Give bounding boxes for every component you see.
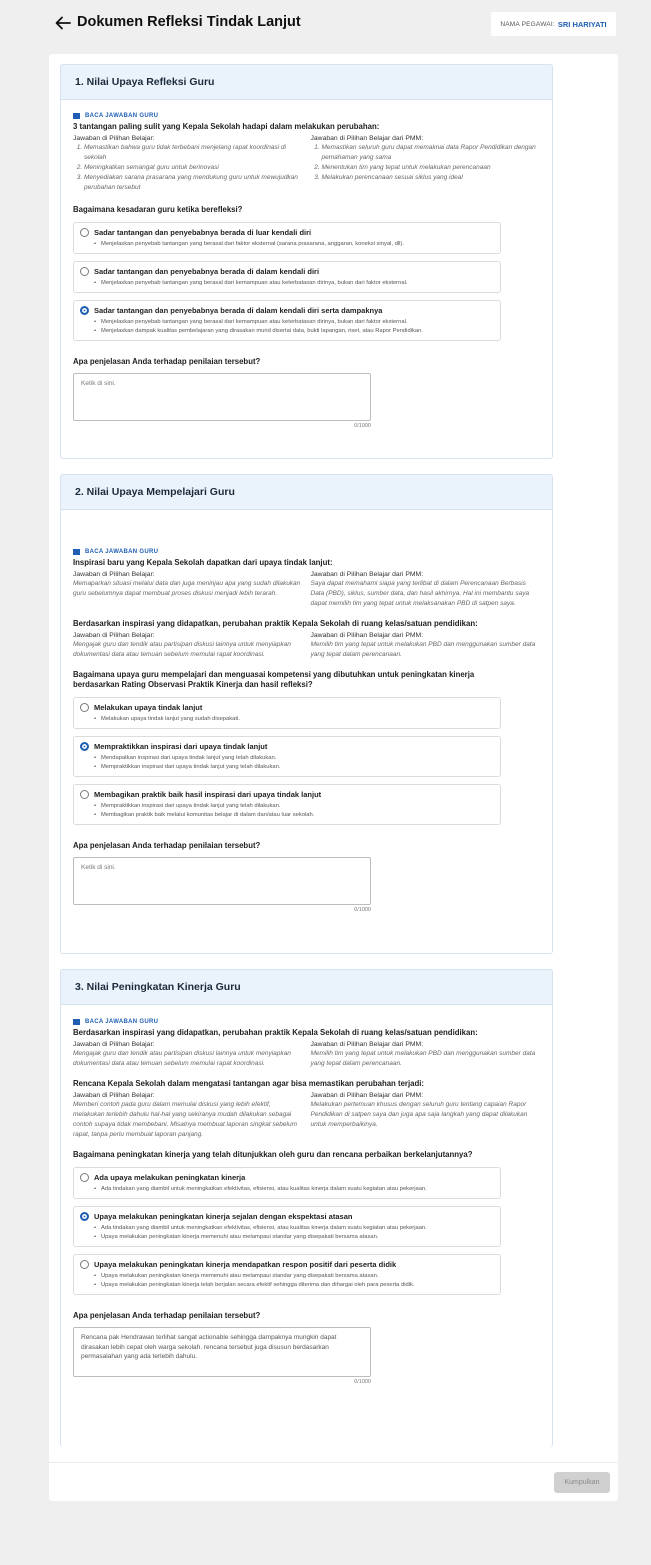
option-bullet: • Melakukan upaya tindak lanjut yang sudah disepakati. xyxy=(94,715,494,724)
answer-heading: Jawaban di Pilihan Belajar dari PMM: xyxy=(310,632,424,639)
answer-heading: Jawaban di Pilihan Belajar: xyxy=(73,632,155,639)
answer-text: Mengajak guru dan tendik atau partisipan diskusi lainnya untuk menyiapkan dokumentasi data atau temuan sebelum memulai rapat koordinasi. xyxy=(73,641,291,658)
answer-item: 1. Memastikan bahwa guru tidak terbebani menjelang rapat koordinasi di sekolah xyxy=(84,143,303,163)
option-label: Membagikan praktik baik hasil inspirasi dari upaya tindak lanjut xyxy=(94,790,322,799)
option-bullet: • Upaya melakukan peningkatan kinerja memenuhi atau melampaui standar yang disepakati bersama atasan. xyxy=(94,1272,494,1281)
question: Berdasarkan inspirasi yang didapatkan, perubahan praktik Kepala Sekolah di ruang kelas/satuan pendidikan: xyxy=(73,1028,478,1037)
option-label: Mempraktikkan inspirasi dari upaya tindak lanjut xyxy=(94,742,268,751)
explanation-textarea[interactable]: Rencana pak Hendrawan terlihat sangat actionable sehingga dampaknya mungkin dapat dirasakan lebih cepat oleh warga sekolah. rencana tersebut juga disusun berdasarkan permasalahan yang ada terlebih dahulu. xyxy=(73,1327,371,1377)
option-card[interactable] xyxy=(73,261,501,293)
answer-item: 3. Menyediakan sarana prasarana yang mendukung guru untuk mewujudkan perubahan tersebut xyxy=(84,173,303,193)
option-bullet: • Menjelaskan penyebab tantangan yang berasal dari faktor eksternal (sarana prasarana, anggaran, koneksi sinyal, dll). xyxy=(94,240,494,249)
option-card[interactable] xyxy=(73,784,501,825)
answer-item: 3. Melakukan perencanaan sesuai siklus yang ideal xyxy=(322,173,541,183)
char-counter: 0/1000 xyxy=(354,423,371,429)
radio-icon[interactable] xyxy=(80,790,89,799)
question: Bagaimana kesadaran guru ketika berefleksi? xyxy=(73,205,243,214)
answer-heading: Jawaban di Pilihan Belajar: xyxy=(73,1092,155,1099)
option-bullet: • Upaya melakukan peningkatan kinerja telah berjalan secara efektif sehingga diterima dan dihargai oleh para peserta didik. xyxy=(94,1281,494,1290)
explanation-textarea[interactable]: Ketik di sini. xyxy=(73,857,371,905)
section-title: 2. Nilai Upaya Mempelajari Guru xyxy=(61,475,552,510)
option-label: Melakukan upaya tindak lanjut xyxy=(94,703,203,712)
answer-heading: Jawaban di Pilihan Belajar dari PMM: xyxy=(310,571,424,578)
option-label: Sadar tantangan dan penyebabnya berada di luar kendali diri xyxy=(94,228,312,237)
radio-selected-icon[interactable] xyxy=(80,742,89,751)
radio-icon[interactable] xyxy=(80,267,89,276)
radio-icon[interactable] xyxy=(80,1260,89,1269)
answer-heading: Jawaban di Pilihan Belajar: xyxy=(73,571,155,578)
question: 3 tantangan paling sulit yang Kepala Sekolah hadapi dalam melakukan perubahan: xyxy=(73,122,380,131)
explanation-question: Apa penjelasan Anda terhadap penilaian tersebut? xyxy=(73,841,261,850)
answer-text: Mengajak guru dan tendik atau partisipan diskusi lainnya untuk menyiapkan dokumentasi data atau temuan sebelum memulai rapat koordinasi. xyxy=(73,1050,291,1067)
answer-text: Memilih tim yang tepat untuk melakukan PBD dan menggunakan sumber data yang tepat dalam perencanaan. xyxy=(310,641,536,658)
explanation-question: Apa penjelasan Anda terhadap penilaian tersebut? xyxy=(73,357,261,366)
option-label: Sadar tantangan dan penyebabnya berada di dalam kendali diri xyxy=(94,267,320,276)
read-answer-link[interactable] xyxy=(73,1017,540,1026)
option-bullet: • Ada tindakan yang diambil untuk meningkatkan efektivitas, efisiensi, atau kualitas kinerja dalam suatu kegiatan atau pekerjaan. xyxy=(94,1224,494,1233)
option-bullet: • Mempraktikkan inspirasi dari upaya tindak lanjut yang telah dilakukan. xyxy=(94,763,494,772)
question: Rencana Kepala Sekolah dalam mengatasi tantangan agar bisa memastikan perubahan terjadi: xyxy=(73,1079,424,1088)
submit-button[interactable]: Kumpulkan xyxy=(554,1472,610,1493)
option-card[interactable] xyxy=(73,1167,501,1199)
option-bullet: • Menjelaskan dampak kualitas pembelajaran yang dirasakan murid disertai data, bukti lapangan, riset, atau Rapor Pendidikan. xyxy=(94,327,494,336)
section-performance xyxy=(60,969,553,1447)
answer-text: Memaparkan situasi melalui data dan juga meninjau apa yang sudah dilakukan guru sebelumnya dapat membuat proses diskusi menjadi lebih terarah. xyxy=(73,580,301,597)
radio-selected-icon[interactable] xyxy=(80,1212,89,1221)
explanation-question: Apa penjelasan Anda terhadap penilaian tersebut? xyxy=(73,1311,261,1320)
footer-divider xyxy=(49,1462,618,1463)
option-card[interactable] xyxy=(73,1254,501,1295)
option-card-selected[interactable] xyxy=(73,1206,501,1247)
explanation-textarea[interactable]: Ketik di sini. xyxy=(73,373,371,421)
question: Bagaimana peningkatan kinerja yang telah ditunjukkan oleh guru dan rencana perbaikan berkelanjutannya? xyxy=(73,1150,473,1159)
employee-badge xyxy=(491,12,616,36)
flag-icon xyxy=(73,1019,80,1025)
option-bullet: • Menjelaskan penyebab tantangan yang berasal dari kemampuan atau keterbatasan dirinya, bukan dari faktor eksternal. xyxy=(94,318,494,327)
option-card-selected[interactable] xyxy=(73,300,501,341)
answer-item: 1. Memastikan seluruh guru dapat memaknai data Rapor Pendidikan dengan pemahaman yang sama xyxy=(322,143,541,163)
flag-icon xyxy=(73,113,80,119)
option-label: Sadar tantangan dan penyebabnya berada di dalam kendali diri serta dampaknya xyxy=(94,306,383,315)
section-learning xyxy=(60,474,553,954)
option-card-selected[interactable] xyxy=(73,736,501,777)
option-label: Upaya melakukan peningkatan kinerja sejalan dengan ekspektasi atasan xyxy=(94,1212,353,1221)
read-answer-link[interactable] xyxy=(73,547,540,556)
section-title: 1. Nilai Upaya Refleksi Guru xyxy=(61,65,552,100)
read-answer-label: BACA JAWABAN GURU xyxy=(85,1018,159,1025)
option-card[interactable] xyxy=(73,222,501,254)
option-bullet: • Menjelaskan penyebab tantangan yang berasal dari kemampuan atau keterbatasan dirinya, bukan dari faktor eksternal. xyxy=(94,279,494,288)
answer-heading: Jawaban di Pilihan Belajar dari PMM: xyxy=(310,1041,424,1048)
char-counter: 0/1000 xyxy=(354,1379,371,1385)
question: Berdasarkan inspirasi yang didapatkan, perubahan praktik Kepala Sekolah di ruang kelas/satuan pendidikan: xyxy=(73,619,478,628)
page-title: Dokumen Refleksi Tindak Lanjut xyxy=(77,14,301,30)
section-reflection xyxy=(60,64,553,459)
question: Inspirasi baru yang Kepala Sekolah dapatkan dari upaya tindak lanjut: xyxy=(73,558,333,567)
section-title: 3. Nilai Peningkatan Kinerja Guru xyxy=(61,970,552,1005)
option-card[interactable] xyxy=(73,697,501,729)
flag-icon xyxy=(73,549,80,555)
option-label: Ada upaya melakukan peningkatan kinerja xyxy=(94,1173,246,1182)
char-counter: 0/1000 xyxy=(354,907,371,913)
answer-heading: Jawaban di Pilihan Belajar: xyxy=(73,1041,155,1048)
employee-label: NAMA PEGAWAI: xyxy=(500,20,555,28)
radio-icon[interactable] xyxy=(80,1173,89,1182)
option-bullet: • Ada tindakan yang diambil untuk meningkatkan efektivitas, efisiensi, atau kualitas kinerja dalam suatu kegiatan atau pekerjaan. xyxy=(94,1185,494,1194)
answer-text: Memilih tim yang tepat untuk melakukan PBD dan menggunakan sumber data yang tepat dalam perencanaan. xyxy=(310,1050,536,1067)
read-answer-label: BACA JAWABAN GURU xyxy=(85,548,159,555)
answer-text: Saya dapat memahami siapa yang terlibat di dalam Perencanaan Berbasis Data (PBD), siklus, sumber data, dan hasil akhirnya. Hal ini membantu saya dapat memilih tim yang tepat untuk melaksanakan PBD di satpen saya. xyxy=(310,580,530,607)
answer-text: Melakukan pertemuan khusus dengan seluruh guru tentang capaian Rapor Pendidikan di satpen saya dan juga apa saja langkah yang dapat dilakukan untuk memperbaikinya. xyxy=(310,1101,528,1128)
back-arrow-icon[interactable] xyxy=(54,14,72,32)
radio-icon[interactable] xyxy=(80,703,89,712)
top-bar xyxy=(0,0,651,48)
option-bullet: • Mempraktikkan inspirasi dari upaya tindak lanjut yang telah dilakukan. xyxy=(94,802,494,811)
read-answer-label: BACA JAWABAN GURU xyxy=(85,112,159,119)
option-label: Upaya melakukan peningkatan kinerja mendapatkan respon positif dari peserta didik xyxy=(94,1260,397,1269)
option-bullet: • Mendapatkan inspirasi dari upaya tindak lanjut yang telah dilakukan. xyxy=(94,754,494,763)
answer-text: Memberi contoh pada guru dalam memulai diskusi yang lebih efektif, melakukan terlebih dahulu hal-hal yang sekiranya mudah dilakukan sebagai contoh supaya tidak membebani. Misalnya membuat laporan singkat sebelum rapat, tanpa perlu membuat laporan panjang. xyxy=(73,1101,298,1138)
radio-icon[interactable] xyxy=(80,228,89,237)
option-bullet: • Upaya melakukan peningkatan kinerja memenuhi atau melampaui standar yang disepakati bersama atasan. xyxy=(94,1233,494,1242)
answer-heading: Jawaban di Pilihan Belajar: xyxy=(73,135,155,142)
answer-heading: Jawaban di Pilihan Belajar dari PMM: xyxy=(310,135,424,142)
employee-name: SRI HARIYATI xyxy=(557,19,607,29)
option-bullet: • Membagikan praktik baik melalui komunitas belajar di dalam dan/atau luar sekolah. xyxy=(94,811,494,820)
radio-selected-icon[interactable] xyxy=(80,306,89,315)
answer-item: 2. Meningkatkan semangat guru untuk berinovasi xyxy=(84,163,303,173)
read-answer-link[interactable] xyxy=(73,111,540,120)
answer-heading: Jawaban di Pilihan Belajar dari PMM: xyxy=(310,1092,424,1099)
answer-item: 2. Menentukan tim yang tepat untuk melakukan perencanaan xyxy=(322,163,541,173)
question: Bagaimana upaya guru mempelajari dan menguasai kompetensi yang dibutuhkan untuk peningkatan kinerja berdasarkan Rating Observasi Praktik Kinerja dan hasil refleksi? xyxy=(73,670,475,689)
